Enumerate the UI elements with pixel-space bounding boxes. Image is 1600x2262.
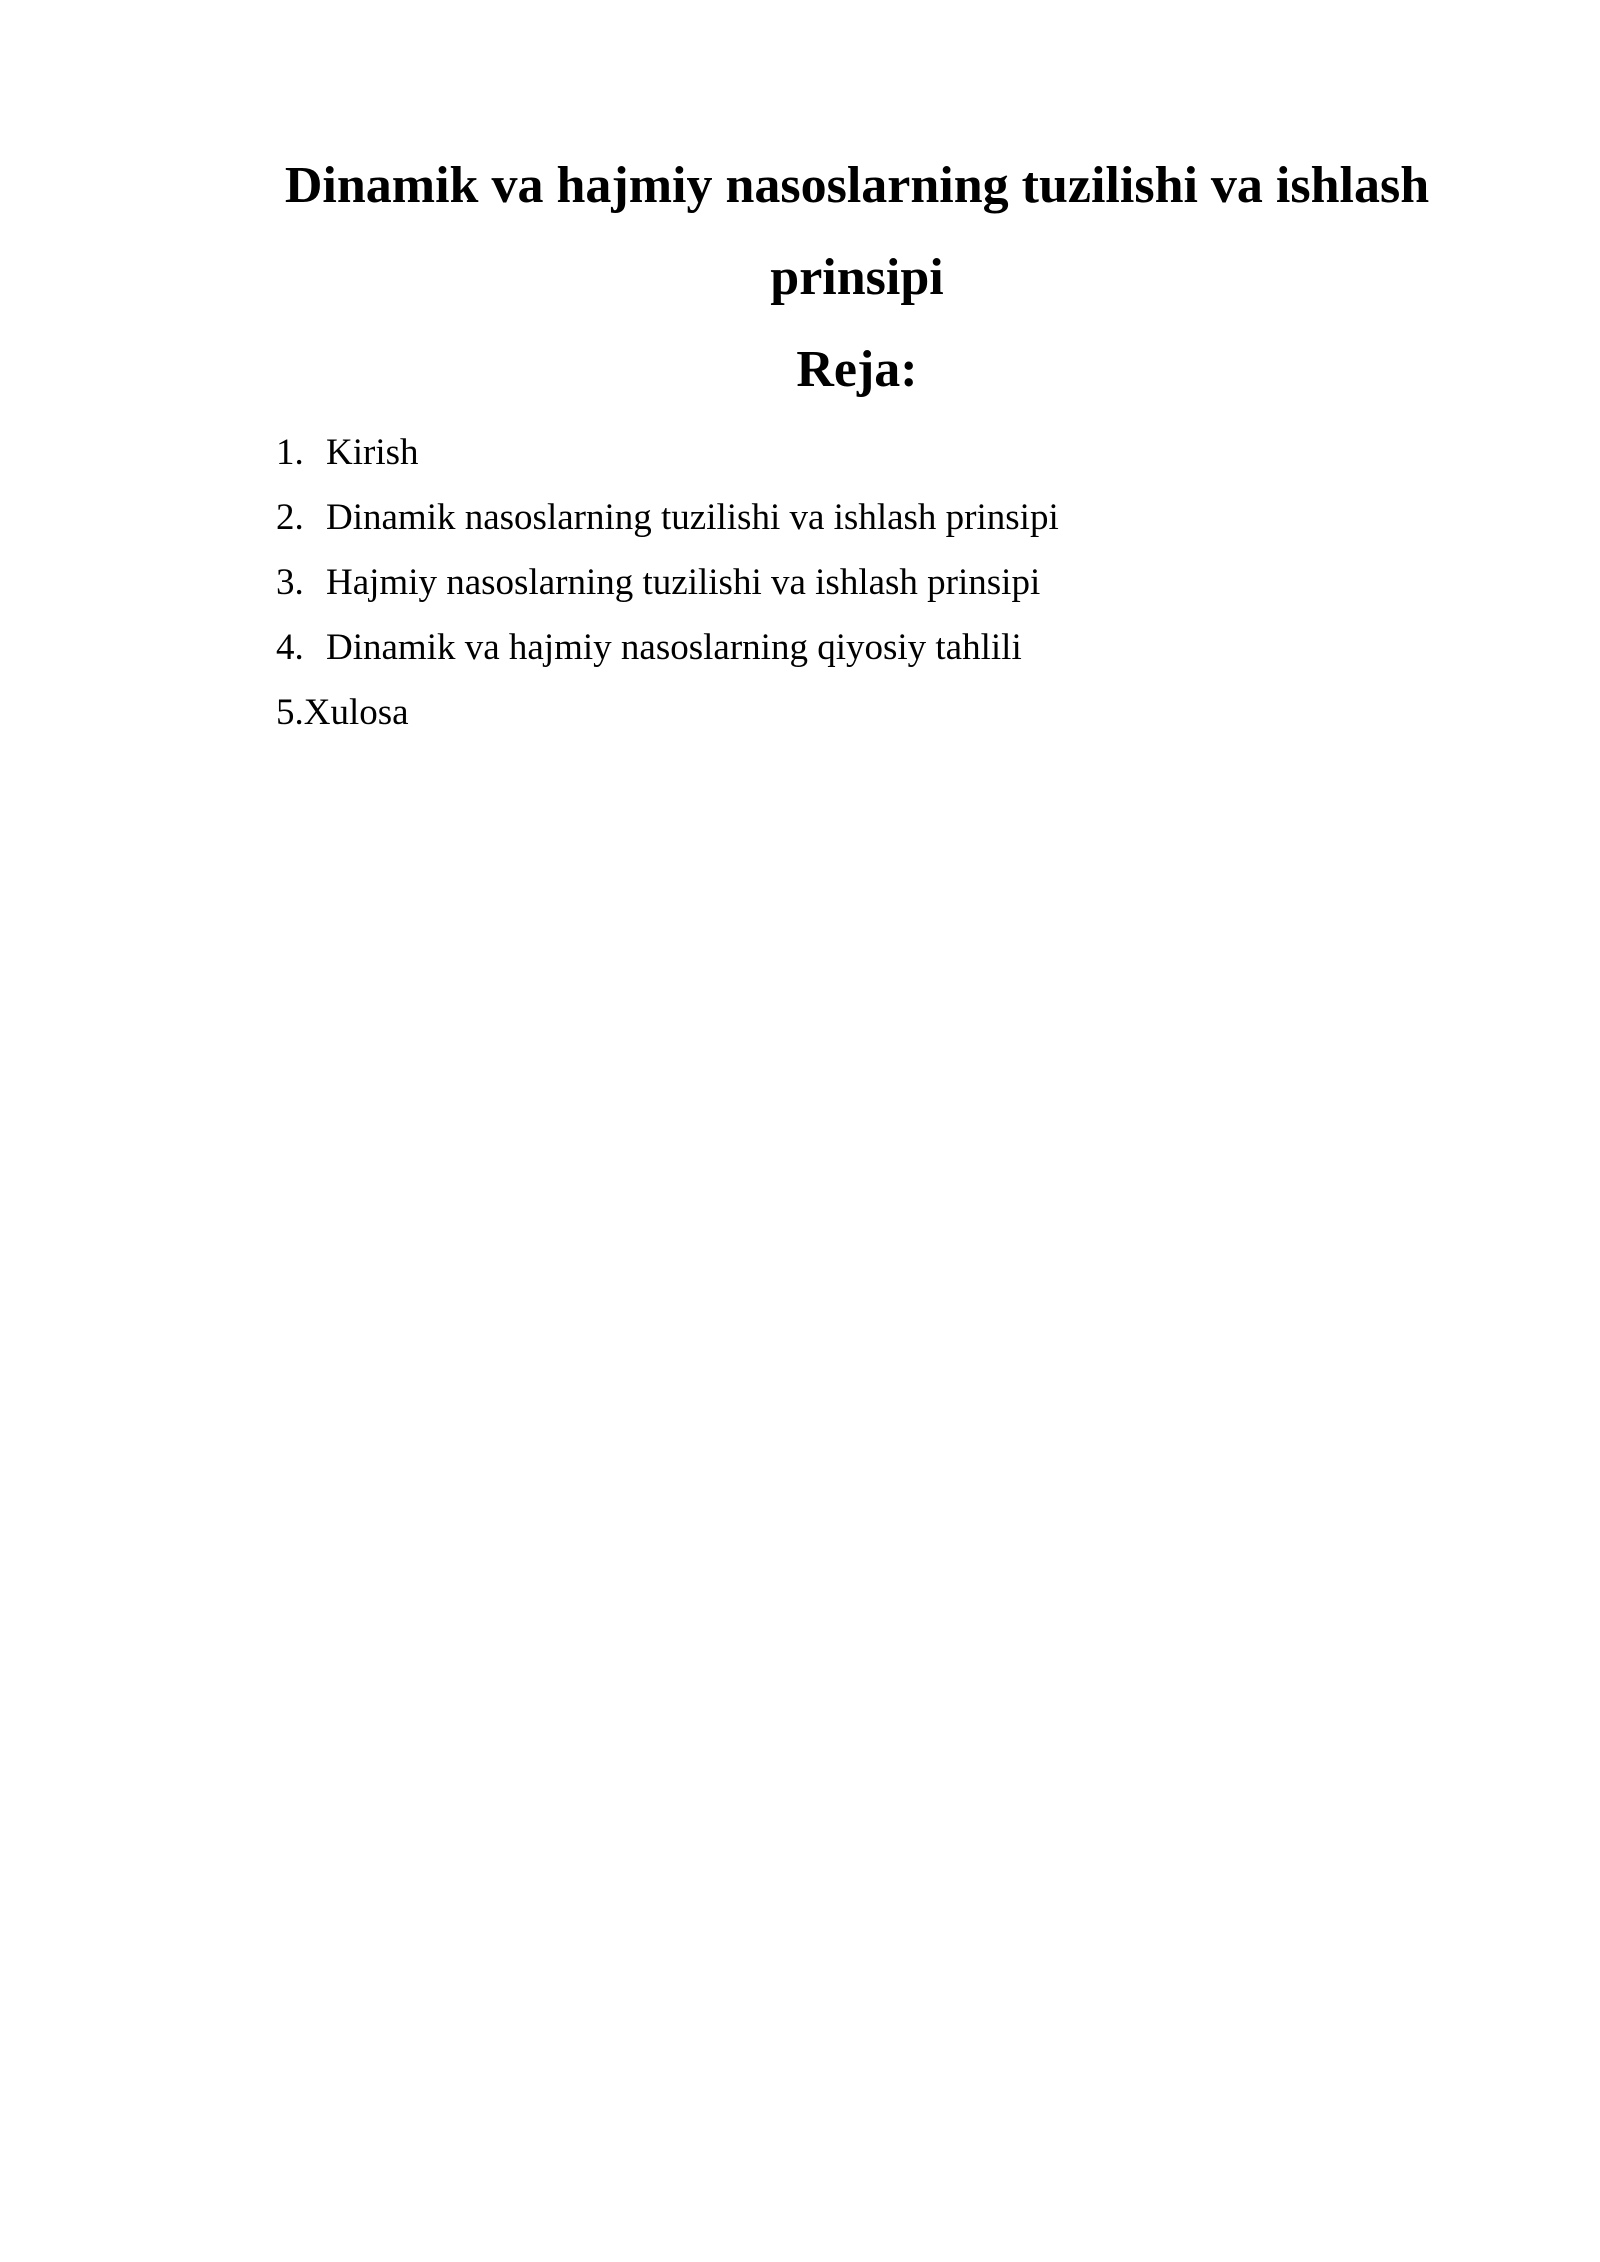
plan-item-number: 4. — [276, 627, 304, 668]
plan-item-text: Kirish — [326, 432, 419, 473]
plan-item-2 — [276, 485, 1059, 550]
plan-item-4 — [276, 615, 1059, 680]
plan-item-number: 1. — [276, 432, 304, 473]
plan-item-text: Hajmiy nasoslarning tuzilishi va ishlash prinsipi — [326, 562, 1041, 603]
plan-item-number: 3. — [276, 562, 304, 603]
plan-item-text: Dinamik va hajmiy nasoslarning qiyosiy tahlili — [326, 627, 1022, 668]
document-title: Dinamik va hajmiy nasoslarning tuzilishi va ishlash prinsipi — [284, 157, 1430, 306]
plan-item-number: 2. — [276, 497, 304, 538]
plan-item-3 — [276, 550, 1059, 615]
plan-item-text: Xulosa — [303, 692, 409, 733]
plan-item-text: Dinamik nasoslarning tuzilishi va ishlash prinsipi — [326, 497, 1059, 538]
plan-item-1 — [276, 420, 1059, 485]
plan-item-5 — [276, 680, 1059, 745]
plan-item-number: 5. — [276, 692, 304, 733]
plan-heading: Reja: — [796, 341, 918, 398]
plan-list — [276, 420, 1059, 745]
